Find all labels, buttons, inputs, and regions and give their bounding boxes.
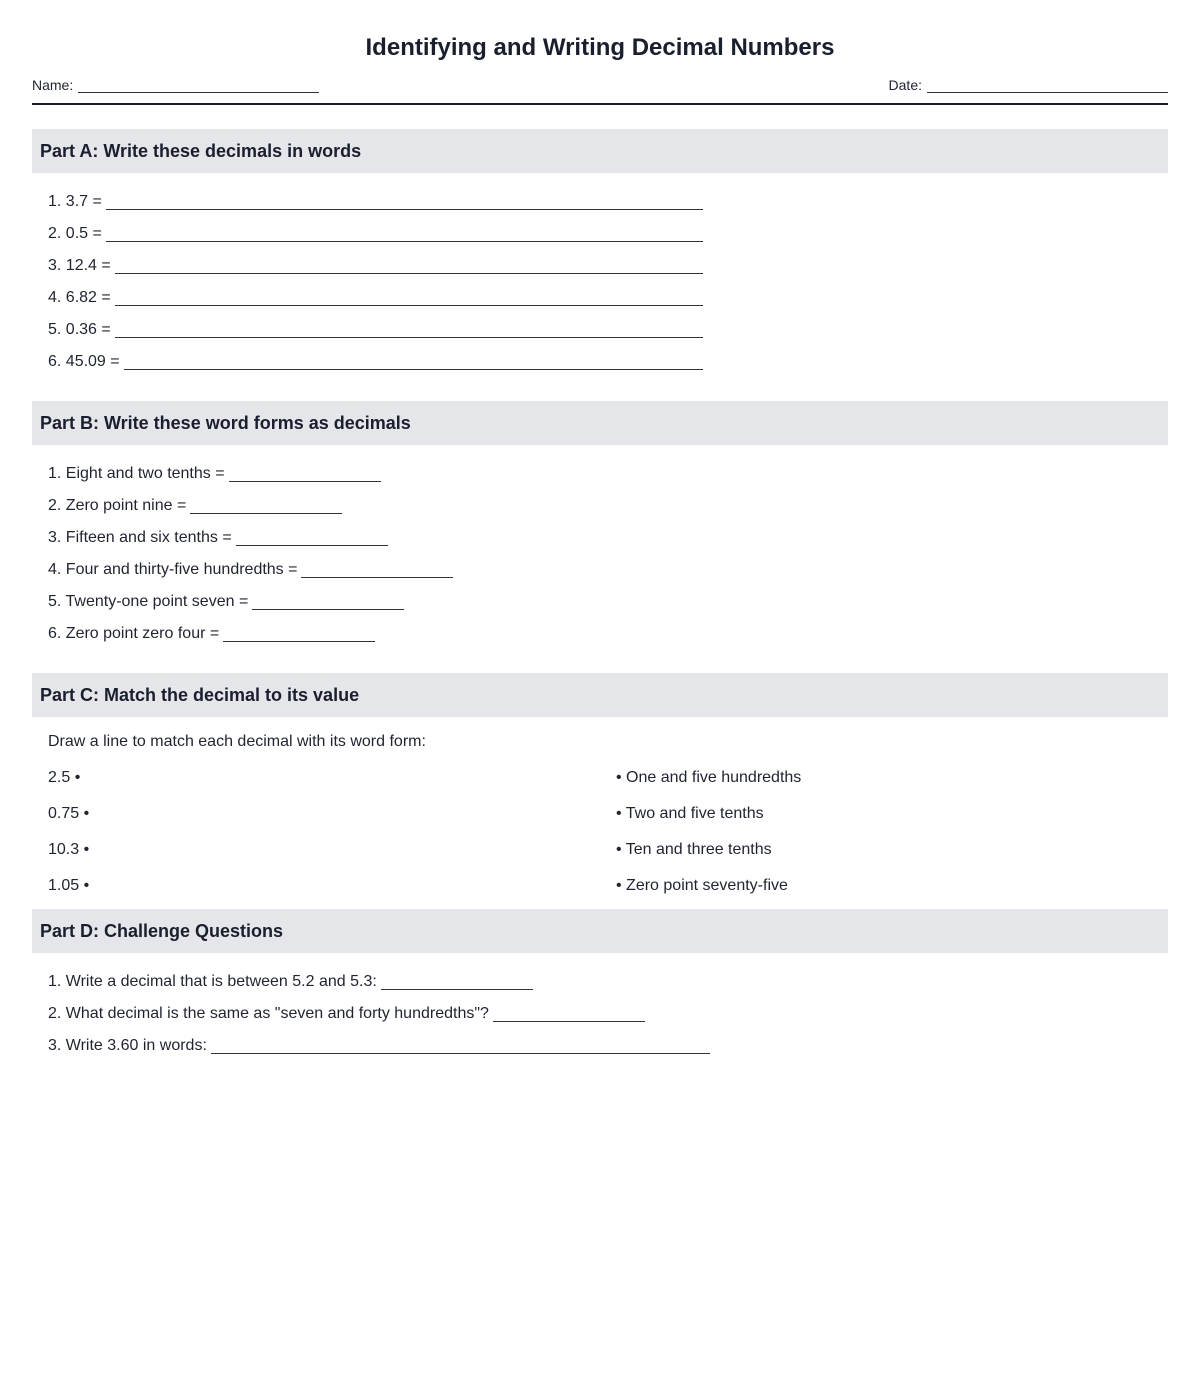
match-row (48, 839, 1168, 875)
question-text: 1. 3.7 = (48, 193, 102, 210)
match-word-form[interactable]: • Zero point seventy-five (616, 877, 788, 894)
part-b-list (32, 445, 1168, 649)
match-decimal[interactable]: 1.05 • (48, 877, 90, 894)
part-d-section (32, 909, 1168, 1061)
answer-blank[interactable] (115, 317, 703, 338)
list-item (48, 489, 1168, 521)
part-a-heading: Part A: Write these decimals in words (32, 129, 1168, 173)
match-decimal[interactable]: 2.5 • (48, 769, 81, 786)
list-item (48, 313, 1168, 345)
list-item (48, 217, 1168, 249)
list-item (48, 553, 1168, 585)
question-text: 2. What decimal is the same as "seven and forty hundredths"? (48, 1005, 489, 1022)
answer-blank[interactable] (124, 349, 703, 370)
list-item (48, 185, 1168, 217)
match-row (48, 767, 1168, 803)
answer-blank[interactable] (106, 189, 703, 210)
part-a-list (32, 173, 1168, 377)
question-text: 4. Four and thirty-five hundredths = (48, 561, 298, 578)
match-instruction: Draw a line to match each decimal with its word form: (48, 733, 426, 750)
date-blank[interactable] (927, 78, 1168, 93)
answer-blank[interactable] (106, 221, 703, 242)
answer-blank[interactable] (252, 589, 404, 610)
question-text: 2. Zero point nine = (48, 497, 187, 514)
part-c-section (32, 673, 1168, 911)
list-item (48, 1029, 1168, 1061)
question-text: 2. 0.5 = (48, 225, 102, 242)
date-label: Date: (888, 77, 922, 93)
answer-blank[interactable] (301, 557, 453, 578)
match-row (48, 803, 1168, 839)
list-item (48, 965, 1168, 997)
answer-blank[interactable] (115, 253, 703, 274)
match-word-form[interactable]: • Ten and three tenths (616, 841, 772, 858)
name-blank[interactable] (78, 78, 319, 93)
question-text: 6. Zero point zero four = (48, 625, 220, 642)
question-text: 5. 0.36 = (48, 321, 111, 338)
header-fields (32, 77, 1168, 105)
list-item (48, 585, 1168, 617)
name-field (32, 77, 319, 93)
list-item (48, 617, 1168, 649)
name-label: Name: (32, 77, 74, 93)
page-title: Identifying and Writing Decimal Numbers (365, 34, 835, 61)
match-decimal[interactable]: 0.75 • (48, 805, 90, 822)
match-decimal[interactable]: 10.3 • (48, 841, 90, 858)
answer-blank[interactable] (190, 493, 342, 514)
match-row (48, 875, 1168, 911)
part-a-section (32, 129, 1168, 377)
question-text: 5. Twenty-one point seven = (48, 593, 249, 610)
list-item (48, 249, 1168, 281)
list-item (48, 281, 1168, 313)
answer-blank[interactable] (381, 969, 533, 990)
part-d-list (32, 953, 1168, 1061)
question-text: 1. Eight and two tenths = (48, 465, 225, 482)
answer-blank[interactable] (211, 1033, 710, 1054)
answer-blank[interactable] (236, 525, 388, 546)
question-text: 4. 6.82 = (48, 289, 111, 306)
list-item (48, 521, 1168, 553)
part-b-section (32, 401, 1168, 649)
answer-blank[interactable] (493, 1001, 645, 1022)
question-text: 1. Write a decimal that is between 5.2 and 5.3: (48, 973, 377, 990)
worksheet (32, 0, 1168, 1061)
part-b-heading: Part B: Write these word forms as decimals (32, 401, 1168, 445)
list-item (48, 457, 1168, 489)
part-c-heading: Part C: Match the decimal to its value (32, 673, 1168, 717)
match-word-form[interactable]: • Two and five tenths (616, 805, 764, 822)
list-item (48, 345, 1168, 377)
question-text: 3. 12.4 = (48, 257, 111, 274)
part-d-heading: Part D: Challenge Questions (32, 909, 1168, 953)
answer-blank[interactable] (115, 285, 703, 306)
list-item (48, 997, 1168, 1029)
question-text: 3. Fifteen and six tenths = (48, 529, 232, 546)
answer-blank[interactable] (229, 461, 381, 482)
date-field (889, 77, 1168, 93)
match-word-form[interactable]: • One and five hundredths (616, 769, 802, 786)
answer-blank[interactable] (223, 621, 375, 642)
match-grid (32, 753, 1168, 911)
question-text: 3. Write 3.60 in words: (48, 1037, 207, 1054)
question-text: 6. 45.09 = (48, 353, 120, 370)
